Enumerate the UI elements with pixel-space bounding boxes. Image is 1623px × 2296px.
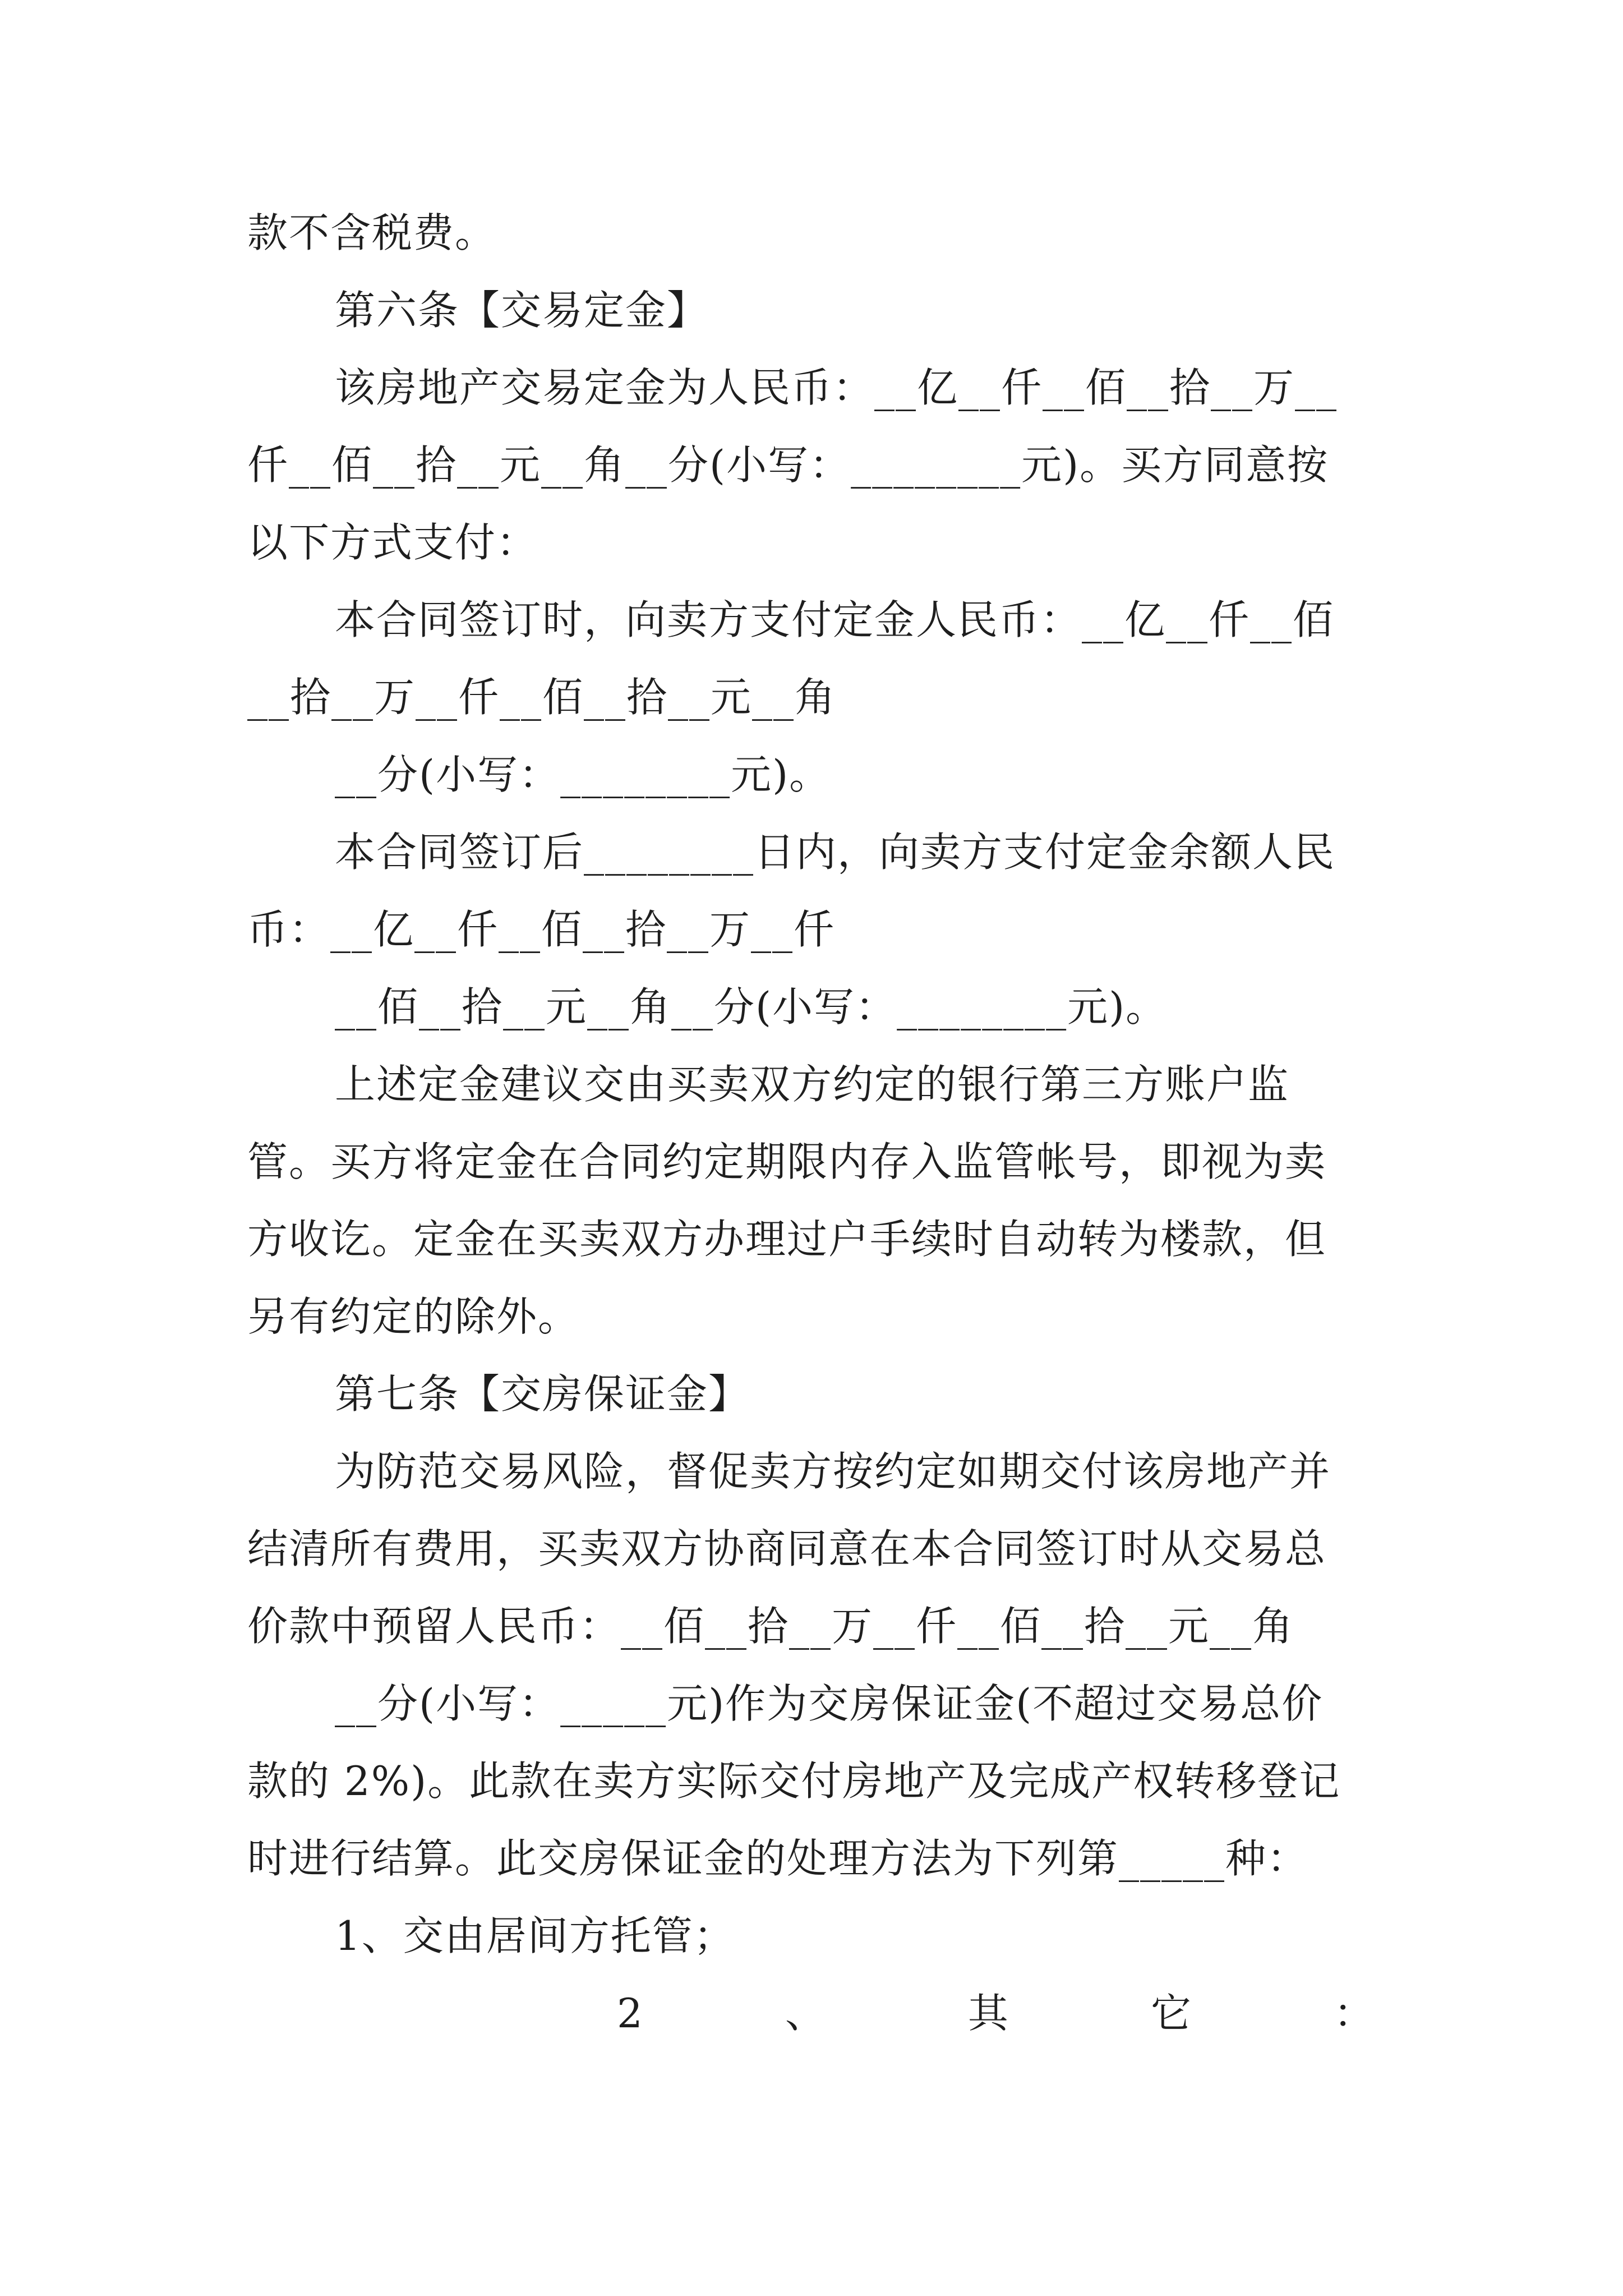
line-token: 它 bbox=[1150, 1990, 1192, 2037]
line-token: ： bbox=[1333, 1990, 1375, 2037]
list-item: 1、交由居间方托管； bbox=[335, 1912, 735, 1959]
text-line: 仟__佰__拾__元__角__分(小写：________元)。买方同意按 bbox=[247, 441, 1329, 489]
text-line: 价款中预留人民币：__佰__拾__万__仟__佰__拾__元__角 bbox=[247, 1603, 1294, 1650]
text-line bbox=[617, 1986, 1375, 2040]
text-line: 上述定金建议交由买卖双方约定的银行第三方账户监 bbox=[335, 1061, 1290, 1108]
text-line: 以下方式支付： bbox=[247, 519, 538, 566]
text-line: __分(小写：_____元)作为交房保证金(不超过交易总价 bbox=[335, 1680, 1324, 1727]
text-line: __拾__万__仟__佰__拾__元__角 bbox=[247, 674, 837, 721]
text-line: 方收讫。定金在买卖双方办理过户手续时自动转为楼款，但 bbox=[247, 1216, 1327, 1263]
text-line: 时进行结算。此交房保证金的处理方法为下列第_____种： bbox=[247, 1835, 1309, 1882]
section-heading: 第六条【交易定金】 bbox=[335, 287, 709, 334]
section-heading: 第七条【交房保证金】 bbox=[335, 1370, 750, 1418]
text-line: 款不含税费。 bbox=[247, 209, 497, 256]
text-line: 款的 2%)。此款在卖方实际交付房地产及完成产权转移登记 bbox=[247, 1757, 1341, 1805]
text-line: 为防范交易风险，督促卖方按约定如期交付该房地产并 bbox=[335, 1448, 1331, 1495]
text-line: 该房地产交易定金为人民币：__亿__仟__佰__拾__万__ bbox=[335, 364, 1338, 411]
text-line: 本合同签订后________日内，向卖方支付定金余额人民 bbox=[335, 829, 1336, 876]
text-line: __佰__拾__元__角__分(小写：________元)。 bbox=[335, 983, 1168, 1030]
text-line: __分(小写：________元)。 bbox=[335, 751, 831, 798]
line-token: 其 bbox=[967, 1990, 1009, 2037]
text-line: 另有约定的除外。 bbox=[247, 1293, 580, 1340]
text-line: 本合同签订时，向卖方支付定金人民币：__亿__仟__佰 bbox=[335, 596, 1335, 643]
text-line: 币：__亿__仟__佰__拾__万__仟 bbox=[247, 906, 836, 953]
line-token: 、 bbox=[785, 1990, 827, 2037]
text-line: 管。买方将定金在合同约定期限内存入监管帐号，即视为卖 bbox=[247, 1138, 1327, 1185]
line-token: 2 bbox=[617, 1990, 644, 2037]
text-line: 结清所有费用，买卖双方协商同意在本合同签订时从交易总 bbox=[247, 1525, 1327, 1572]
